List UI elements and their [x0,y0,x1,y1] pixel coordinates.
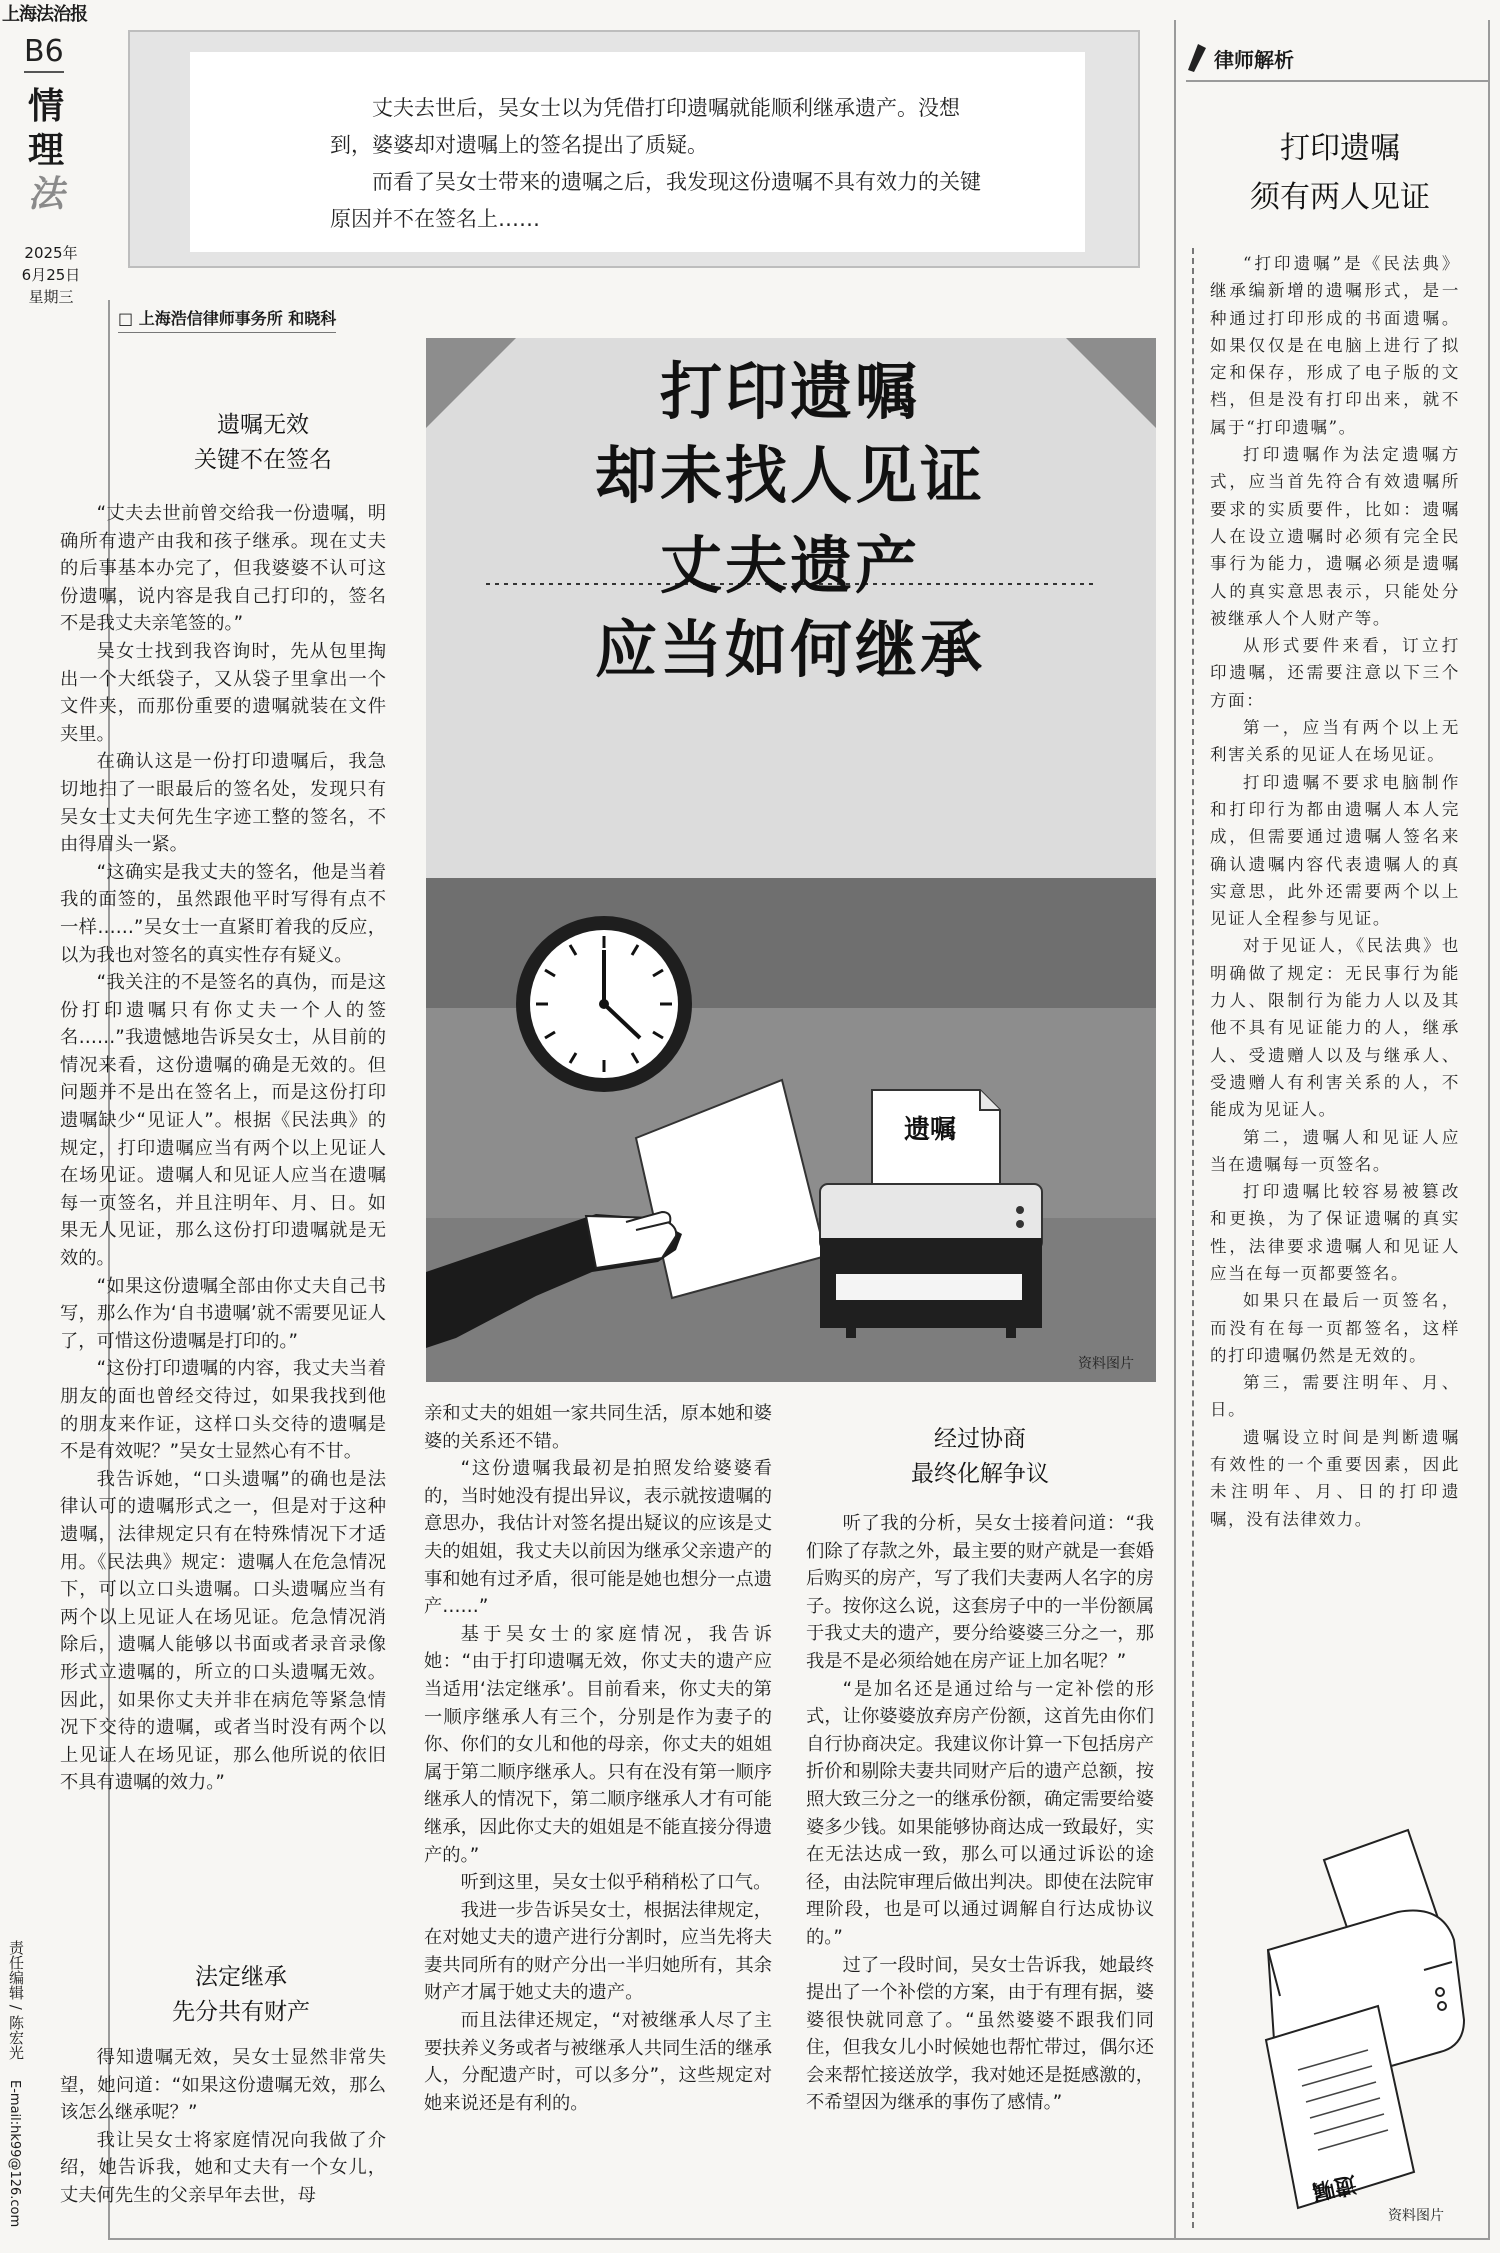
paragraph: 我让吴女士将家庭情况向我做了介绍，她告诉我，她和丈夫有一个女儿，丈夫何先生的父亲早年去世，母 [60,2129,386,2206]
section1-title-line: 关键不在签名 [194,447,332,473]
sidebar-bottom-line [1174,2238,1490,2240]
section-char-2: 理 [27,129,64,171]
paragraph: “打印遗嘱”是《民法典》继承编新增的遗嘱形式，是一种通过打印形成的书面遗嘱。如果仅仅是在电脑上进行了拟定和保存，形成了电子版的文档，但是没有打印出来，就不属于“打印遗嘱”。 [1210,254,1460,437]
paragraph: “这份打印遗嘱的内容，我丈夫当着朋友的面也曾经交待过，如果我找到他的朋友来作证，这样口头交待的遗嘱是不是有效呢？”吴女士显然心有不甘。 [60,1358,386,1463]
paragraph: 听了我的分析，吴女士接着问道：“我们除了存款之外，最主要的财产就是一套婚后购买的房产，写了我们夫妻两人名字的房子。按你这么说，这套房子中的一半份额属于我丈夫的遗产，要分给婆婆三分之一，那我是不是必须给她在房产证上加名呢？” [806,1513,1154,1672]
sidebar-title-line: 打印遗嘱 [1280,131,1400,166]
paragraph: “我关注的不是签名的真伪，而是这份打印遗嘱只有你丈夫一个人的签名……”我遗憾地告诉吴女士，从目前的情况来看，这份遗嘱的确是无效的。但问题并不是出在签名上，而是这份打印遗嘱缺少“见证人”。根据《民法典》的规定，打印遗嘱应当有两个以上见证人在场见证。遗嘱人和见证人应当在遗嘱每一页签名，并且注明年、月、日。如果无人见证，那么这份打印遗嘱就是无效的。 [60,972,386,1270]
paragraph: 过了一段时间，吴女士告诉我，她最终提出了一个补偿的方案，由于有理有据，婆婆很快就同意了。“虽然婆婆不跟我们同住，但我女儿小时候她也帮忙带过，偶尔还会来帮忙接送放学，我对她还是挺感激的，不希望因为继承的事伤了感情。” [806,1954,1154,2114]
paragraph: 基于吴女士的家庭情况，我告诉她：“由于打印遗嘱无效，你丈夫的遗产应当适用‘法定继承’。目前看来，你丈夫的第一顺序继承人有三个，分别是作为妻子的你、你们的女儿和他的母亲，你丈夫的姐姐属于第二顺序继承人。只有在没有第一顺序继承人的情况下，第二顺序继承人才有可能继承，因此你丈夫的姐姐是不能直接分得遗产的。” [424,1623,772,1866]
column-1-text [60,500,386,1797]
printer-sketch-icon [1266,1830,1464,2208]
sidebar-text [1210,250,1460,1533]
bottom-frame-line [108,2238,1176,2240]
lead-paragraph: 丈夫去世后，吴女士以为凭借打印遗嘱就能顺利继承遗产。没想到，婆婆却对遗嘱上的签名提出了质疑。 [330,96,960,157]
paragraph: 我告诉她，“口头遗嘱”的确也是法律认可的遗嘱形式之一，但是对于这种遗嘱，法律规定只有在特殊情况下才适用。《民法典》规定：遗嘱人在危急情况下，可以立口头遗嘱。口头遗嘱应当有两个以上见证人在场见证。危急情况消除后，遗嘱人能够以书面或者录音录像形式立遗嘱的，所立的口头遗嘱无效。因此，如果你丈夫并非在病危等紧急情况下交待的遗嘱，或者当时没有两个以上见证人在场见证，那么他所说的依旧不具有遗嘱的效力。” [60,1468,386,1794]
newspaper-name: 上海法治报 [2,4,87,25]
editor-credit: 责任编辑 / 陈宏光 [7,1940,25,2060]
date-day: 6月25日 [21,266,81,284]
headline-line: 应当如何继承 [594,613,985,686]
section-char-1: 情 [27,85,64,127]
headline-line: 却未找人见证 [594,439,985,512]
headline-line: 丈夫遗产 [659,529,920,602]
column-3-text [806,1510,1154,2117]
section3-title-line: 最终化解争议 [911,1461,1049,1487]
sidebar-caption: 资料图片 [1388,2208,1444,2224]
paragraph: “这确实是我丈夫的签名，他是当着我的面签的，虽然跟他平时写得有点不一样……”吴女士一直紧盯着我的反应，以为我也对签名的真实性存有疑义。 [60,861,386,966]
date-year: 2025年 [24,244,78,262]
headline [470,350,1110,692]
column-1-continued [60,2044,386,2210]
sidebar-dashed-rule [1192,248,1194,2228]
paragraph: “这份遗嘱我最初是拍照发给婆婆看的，当时她没有提出异议，表示就按遗嘱的意思办，我估计对签名提出疑议的应该是丈夫的姐姐，我丈夫以前因为继承父亲遗产的事和她有过矛盾，很可能是她也想分一点遗产……” [424,1458,772,1618]
section3-title [810,1422,1150,1492]
page-number: B6 [24,34,64,73]
paragraph: 对于见证人，《民法典》也明确做了规定：无民事行为能力人、限制行为能力人以及其他不具有见证能力的人，继承人、受遗赠人以及与继承人、受遗赠人有利害关系的人，不能成为见证人。 [1210,936,1460,1120]
clock-icon [516,916,692,1092]
section2-title [96,1960,386,2030]
sidebar-title-line: 须有两人见证 [1250,180,1430,215]
paragraph: 打印遗嘱不要求电脑制作和打印行为都由遗嘱人本人完成，但需要通过遗嘱人签名来确认遗嘱内容代表遗嘱人的真实意思，此外还需要两个以上见证人全程参与见证。 [1210,772,1460,929]
paragraph: 吴女士找到我咨询时，先从包里掏出一个大纸袋子，又从袋子里拿出一个文件夹，而那份重要的遗嘱就装在文件夹里。 [60,640,386,745]
paragraph: 从形式要件来看，订立打印遗嘱，还需要注意以下三个方面： [1210,636,1460,710]
paragraph: 第一，应当有两个以上无利害关系的见证人在场见证。 [1210,718,1460,765]
editor-email: E-mail:hk99@126.com [7,2080,22,2228]
byline: □ 上海浩信律师事务所 和晓科 [118,306,336,333]
pen-nib-icon [1184,40,1210,74]
sidebar-tag-rule [1186,80,1488,82]
paragraph: 如果只在最后一页签名，而没有在每一页都签名，这样的打印遗嘱仍然是无效的。 [1210,1291,1460,1365]
lead-paragraph: 而看了吴女士带来的遗嘱之后，我发现这份遗嘱不具有效力的关键原因并不在签名上…… [330,170,981,231]
paragraph: 在确认这是一份打印遗嘱后，我急切地扫了一眼最后的签名处，发现只有吴女士丈夫何先生字迹工整的签名，不由得眉头一紧。 [60,751,386,856]
headline-line: 打印遗嘱 [659,355,920,428]
paper-label: 遗嘱 [904,1115,957,1145]
column-2-text [424,1400,772,2117]
section1-title [118,408,408,478]
section2-title-line: 法定继承 [195,1964,287,1990]
paragraph: 亲和丈夫的姐姐一家共同生活，原本她和婆婆的关系还不错。 [424,1403,772,1452]
paragraph: “丈夫去世前曾交给我一份遗嘱，明确所有遗产由我和孩子继承。现在丈夫的后事基本办完了，但我婆婆不认可这份遗嘱，说内容是我自己打印的，签名不是我丈夫亲笔签的。” [60,503,386,635]
paragraph: “如果这份遗嘱全部由你丈夫自己书写，那么作为‘自书遗嘱’就不需要见证人了，可惜这份遗嘱是打印的。” [60,1275,386,1352]
paragraph: 而且法律还规定，“对被继承人尽了主要扶养义务或者与被继承人共同生活的继承人，分配遗产时，可以多分”，这些规定对她来说还是有利的。 [424,2010,772,2114]
paragraph: 听到这里，吴女士似乎稍稍松了口气。 [460,1872,772,1894]
right-frame-line [1174,20,1176,2240]
issue-date [16,242,86,308]
paragraph: 得知遗嘱无效，吴女士显然非常失望，她问道：“如果这份遗嘱无效，那么该怎么继承呢？” [60,2047,386,2124]
sidebar-printer-illustration [1228,1820,1480,2230]
lead-text [330,90,990,238]
sidebar-tag: 律师解析 [1214,48,1294,72]
paragraph: 打印遗嘱作为法定遗嘱方式，应当首先符合有效遗嘱所要求的实质要件，比如：遗嘱人在设立遗嘱时必须有完全民事行为能力，遗嘱必须是遗嘱人的真实意思表示，只能处分被继承人个人财产等。 [1210,445,1460,628]
section3-title-line: 经过协商 [934,1426,1026,1452]
section-title [26,84,66,216]
paragraph: 遗嘱设立时间是判断遗嘱有效性的一个重要因素，因此未注明年、月、日的打印遗嘱，没有法律效力。 [1210,1427,1460,1529]
section-char-3: 法 [27,173,64,215]
paragraph: 第三，需要注明年、月、日。 [1210,1373,1460,1420]
section1-title-line: 遗嘱无效 [217,412,309,438]
illustration-caption: 资料图片 [1078,1356,1134,1372]
weekday: 星期三 [28,288,74,306]
sidebar-paper-label: 遗嘱 [1310,2170,1359,2205]
paragraph: “是加名还是通过给与一定补偿的形式，让你婆婆放弃房产份额，这首先由你们自行协商决定。我建议你计算一下包括房产折价和剔除夫妻共同财产后的遗产总额，按照大致三分之一的继承份额，确定需要给婆婆多少钱。如果能够协商达成一致最好，实在无法达成一致，那么可以通过诉讼的途径，由法院审理后做出判决。即使在法院审理阶段，也是可以通过调解自行达成协议的。” [806,1678,1154,1948]
section2-title-line: 先分共有财产 [172,1999,310,2025]
paragraph: 我进一步告诉吴女士，根据法律规定，在对她丈夫的遗产进行分割时，应当先将夫妻共同所有的财产分出一半归她所有，其余财产才属于她丈夫的遗产。 [424,1899,772,2004]
paragraph: 第二，遗嘱人和见证人应当在遗嘱每一页签名。 [1210,1127,1460,1174]
paragraph: 打印遗嘱比较容易被篡改和更换，为了保证遗嘱的真实性，法律要求遗嘱人和见证人应当在每一页都要签名。 [1210,1182,1460,1283]
page-edge-line [1488,20,1490,2240]
sidebar-title [1200,124,1480,222]
